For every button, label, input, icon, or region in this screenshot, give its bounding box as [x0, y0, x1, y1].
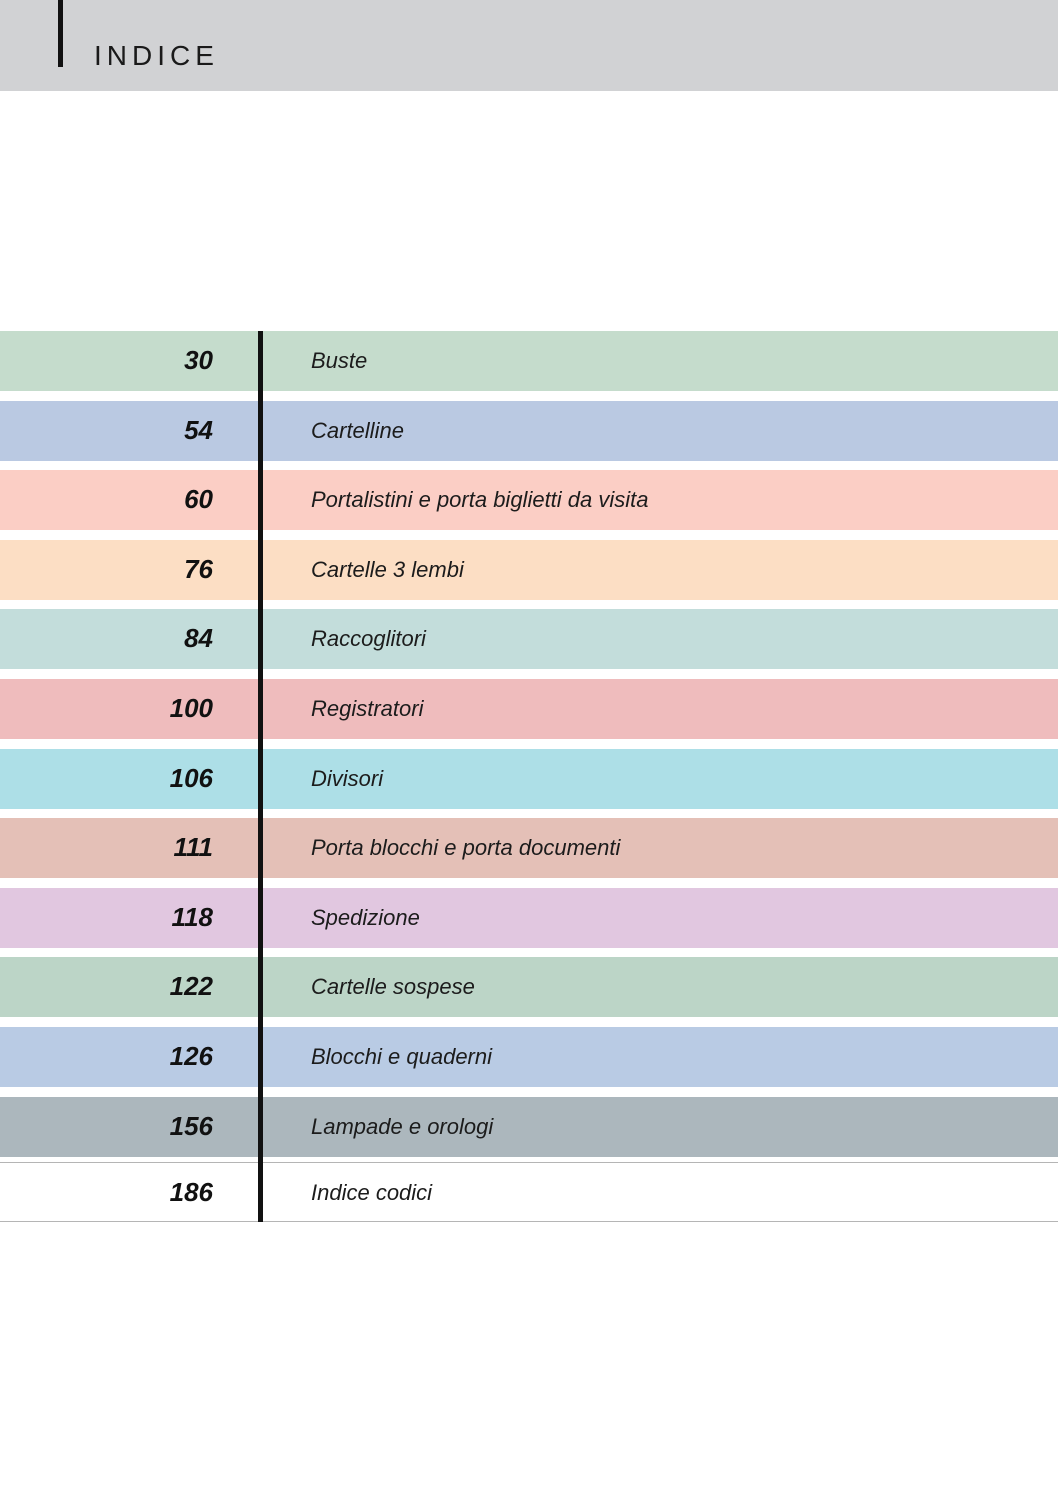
- toc-row-lampade-orologi[interactable]: [0, 1097, 1058, 1157]
- toc-entry-label: Cartelle 3 lembi: [311, 556, 464, 582]
- toc-page-number: 60: [184, 484, 213, 515]
- toc-page-number: 126: [169, 1041, 213, 1071]
- toc-page-number: 54: [184, 414, 213, 445]
- toc-row-indice-codici[interactable]: [0, 1162, 1058, 1222]
- toc-entry-label: Spedizione: [311, 904, 420, 930]
- toc-row-cartelle-sospese[interactable]: [0, 957, 1058, 1017]
- toc-page-number: 111: [173, 832, 213, 863]
- toc-vertical-divider: [258, 331, 263, 1222]
- toc-entry-label: Cartelle sospese: [311, 974, 475, 1000]
- toc-row-porta-blocchi[interactable]: [0, 818, 1058, 878]
- header-band: [0, 0, 1058, 91]
- toc-entry-label: Buste: [311, 348, 368, 373]
- toc-page-number: 100: [169, 693, 213, 723]
- toc-row-buste[interactable]: [0, 331, 1058, 391]
- toc-page-number: 186: [169, 1177, 213, 1207]
- toc-entry-label: Cartelline: [311, 417, 404, 443]
- toc-row-blocchi-quaderni[interactable]: [0, 1027, 1058, 1087]
- toc-row-portalistini[interactable]: [0, 470, 1058, 530]
- toc-entry-label: Raccoglitori: [311, 626, 426, 652]
- toc-row-cartelline[interactable]: [0, 401, 1058, 461]
- toc-row-cartelle-3-lembi[interactable]: [0, 540, 1058, 600]
- toc-entry-label: Indice codici: [311, 1180, 433, 1205]
- toc-page-number: 118: [171, 901, 213, 932]
- page-title: INDICE: [94, 40, 219, 71]
- toc-page-number: 84: [184, 623, 213, 654]
- toc-row-raccoglitori[interactable]: [0, 609, 1058, 669]
- toc-row-registratori[interactable]: [0, 679, 1058, 739]
- toc-page-number: 76: [184, 553, 213, 584]
- toc-entry-label: Lampade e orologi: [311, 1113, 494, 1139]
- toc-entry-label: Registratori: [311, 696, 424, 721]
- toc-page-number: 122: [169, 971, 213, 1002]
- toc-entry-label: Porta blocchi e porta documenti: [311, 835, 621, 861]
- header-accent-bar: [58, 0, 63, 67]
- toc-entry-label: Portalistini e porta biglietti da visita: [311, 487, 649, 513]
- toc-page-number: 30: [184, 345, 213, 375]
- toc-row-divisori[interactable]: [0, 749, 1058, 809]
- toc-entry-label: Blocchi e quaderni: [311, 1044, 493, 1069]
- toc-page-number: 156: [169, 1110, 213, 1141]
- toc-page-number: 106: [169, 762, 213, 793]
- toc-entry-label: Divisori: [311, 765, 384, 791]
- toc-row-spedizione[interactable]: [0, 888, 1058, 948]
